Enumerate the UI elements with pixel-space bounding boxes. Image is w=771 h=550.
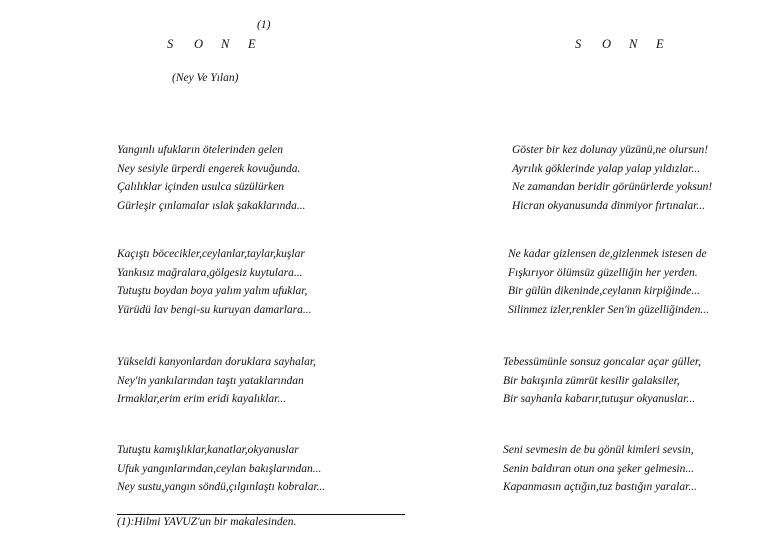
footnote-marker: (1) bbox=[257, 19, 271, 31]
verse-line: Hicran okyanusunda dinmiyor fırtınalar... bbox=[512, 199, 705, 212]
title-letter: E bbox=[656, 37, 664, 51]
verse-line: Kapanmasın açtığın,tuz bastığın yaralar... bbox=[503, 481, 697, 493]
title-letter: O bbox=[194, 37, 204, 51]
stanza-4 bbox=[503, 441, 697, 497]
title-letter: E bbox=[248, 37, 256, 51]
title-letter: N bbox=[629, 37, 638, 51]
title-letter: S bbox=[167, 37, 174, 51]
right-poem-title bbox=[575, 37, 683, 52]
verse-line: Gürleşir çınlamalar ıslak şakaklarında... bbox=[117, 199, 306, 212]
verse-line: Bir sayhanla kabarır,tutuşur okyanuslar... bbox=[503, 393, 695, 405]
title-letter: S bbox=[575, 37, 582, 51]
verse-line: Tutuştu boydan boya yalım yalım ufuklar, bbox=[117, 285, 308, 297]
stanza-2 bbox=[117, 245, 312, 319]
stanza-1 bbox=[117, 141, 305, 215]
footnote-text: (1):Hilmi YAVUZ'un bir makalesinden. bbox=[117, 516, 297, 528]
stanza-3 bbox=[503, 353, 701, 409]
title-letter: N bbox=[221, 37, 230, 51]
verse-line: Ayrılık göklerinde yalap yalap yıldızlar... bbox=[512, 162, 701, 175]
verse-line: Ne zamandan beridir görünürlerde yoksun! bbox=[512, 181, 713, 193]
verse-line: Tebessümünle sonsuz goncalar açar güller, bbox=[503, 356, 701, 368]
verse-line: Seni sevmesin de bu gönül kimleri sevsin, bbox=[503, 444, 694, 456]
stanza-4 bbox=[117, 441, 325, 497]
footnote-divider bbox=[117, 514, 405, 515]
verse-line: Çalılıklar içinden usulca süzülürken bbox=[117, 181, 285, 193]
left-poem-title bbox=[167, 37, 275, 52]
verse-line: Yükseldi kanyonlardan doruklara sayhalar, bbox=[117, 356, 316, 368]
verse-line: Irmaklar,erim erim eridi kayalıklar... bbox=[117, 393, 286, 405]
stanza-2 bbox=[508, 245, 709, 319]
stanza-1 bbox=[512, 141, 712, 215]
verse-line: Ney'in yankılarından taştı yataklarından bbox=[117, 374, 304, 387]
verse-line: Ney sesiyle ürperdi engerek kovuğunda. bbox=[117, 162, 301, 175]
verse-line: Senin baldıran otun ona şeker gelmesin... bbox=[503, 462, 695, 475]
verse-line: Ufuk yangınlarından,ceylan bakışlarından... bbox=[117, 462, 322, 475]
verse-line: Yankısız mağralara,gölgesiz kuytulara... bbox=[117, 266, 303, 279]
verse-line: Ney sustu,yangın söndü,çılgınlaştı kobralar... bbox=[117, 481, 326, 493]
verse-line: Kaçıştı böcecikler,ceylanlar,taylar,kuşlar bbox=[117, 248, 305, 260]
stanza-3 bbox=[117, 353, 316, 409]
verse-line: Yangınlı ufukların ötelerinden gelen bbox=[117, 144, 283, 156]
verse-line: Bir gülün dikeninde,ceylanın kirpiğinde... bbox=[508, 285, 700, 297]
title-letter: O bbox=[602, 37, 612, 51]
verse-line: Silinmez izler,renkler Sen'in güzelliğinden... bbox=[508, 303, 710, 316]
verse-line: Göster bir kez dolunay yüzünü,ne olursun! bbox=[512, 144, 709, 156]
verse-line: Yürüdü lav bengi-su kuruyan damarlara... bbox=[117, 303, 312, 316]
left-poem-subtitle: (Ney Ve Yılan) bbox=[172, 72, 239, 84]
verse-line: Tutuştu kamışlıklar,kanatlar,okyanuslar bbox=[117, 444, 299, 456]
verse-line: Fışkırıyor ölümsüz güzelliğin her yerden. bbox=[508, 266, 698, 279]
verse-line: Ne kadar gizlensen de,gizlenmek istesen de bbox=[508, 248, 707, 260]
verse-line: Bir bakışınla zümrüt kesilir galaksiler, bbox=[503, 374, 680, 387]
